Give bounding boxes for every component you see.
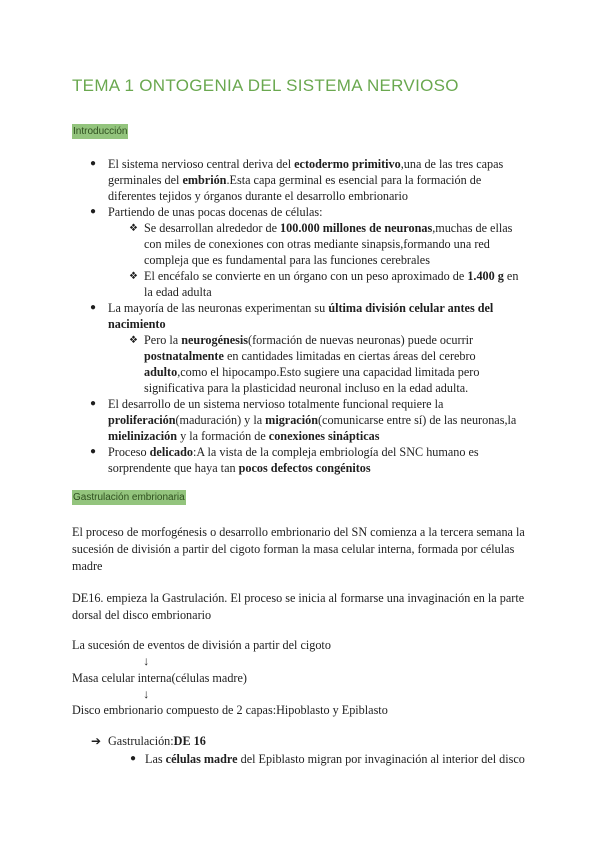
sub-bullet-diamond-icon: ❖	[129, 335, 138, 346]
sub-bullet-2: El encéfalo se convierte en un órgano con un peso aproximado de 1.400 g en la edad adulta	[144, 269, 519, 299]
right-arrow-icon: ➔	[91, 734, 102, 748]
bullet-4: El desarrollo de un sistema nervioso totalmente funcional requiere la proliferación(maduración) y la migración(comunicarse entre sí) de las neuronas,la mielinización y la formación de conexiones sinápticas	[108, 397, 517, 443]
gastrulation-item: Gastrulación:DE 16	[108, 734, 206, 748]
bullet-dot: ●	[90, 398, 97, 409]
sub-bullet-1: Se desarrollan alrededor de 100.000 millones de neuronas,muchas de ellas con miles de conexiones con otras mediante sinapsis,formando una red compleja que es fundamental para las funciones cerebrales	[144, 221, 513, 267]
paragraph-morphogenesis-line-3: madre	[72, 559, 103, 573]
paragraph-morphogenesis-line-2: sucesión de división a partir del cigoto forman la masa celular interna, formada por células	[72, 542, 515, 556]
sub-bullet-diamond-icon: ❖	[129, 223, 138, 234]
bullet-dot: ●	[90, 302, 97, 313]
bullet-5: Proceso delicado:A la vista de la compleja embriología del SNC humano es sorprendente que haya tan pocos defectos congénitos	[108, 445, 479, 475]
gastrulation-sub-item: Las células madre del Epiblasto migran por invaginación al interior del disco	[145, 752, 525, 766]
paragraph-de16-line-2: dorsal del disco embrionario	[72, 608, 212, 622]
paragraph-morphogenesis-line-1: El proceso de morfogénesis o desarrollo embrionario del SN comienza a la tercera semana la	[72, 525, 525, 539]
bullet-1: El sistema nervioso central deriva del ectodermo primitivo,una de las tres capas germinales del embrión.Esta capa germinal es esencial para la formación de diferentes tejidos y órganos durante el desarrollo embrionario	[108, 157, 504, 203]
bullet-dot: ●	[90, 158, 97, 169]
sequence-step-2: Masa celular interna(células madre)	[72, 671, 247, 685]
sequence-step-1: La sucesión de eventos de división a partir del cigoto	[72, 638, 331, 652]
bullet-dot: ●	[90, 206, 97, 217]
bullet-dot: ●	[130, 753, 137, 764]
bullet-3: La mayoría de las neuronas experimentan su última división celular antes del nacimiento	[108, 301, 494, 331]
paragraph-de16-line-1: DE16. empieza la Gastrulación. El proceso se inicia al formarse una invaginación en la parte	[72, 591, 525, 605]
sequence-step-3: Disco embrionario compuesto de 2 capas:Hipoblasto y Epiblasto	[72, 703, 388, 717]
down-arrow-icon: ↓	[143, 687, 150, 701]
section-label-intro: Introducción	[73, 126, 128, 137]
sub-bullet-3: Pero la neurogénesis(formación de nuevas neuronas) puede ocurrir postnatalmente en cantidades limitadas en ciertas áreas del cerebro adulto,como el hipocampo.Esto sugiere una capacidad limitada pero significativa para la plasticidad neuronal incluso en la edad adulta.	[144, 333, 480, 395]
page-title: TEMA 1 ONTOGENIA DEL SISTEMA NERVIOSO	[72, 76, 459, 95]
down-arrow-icon: ↓	[143, 654, 150, 668]
bullet-2: Partiendo de unas pocas docenas de células:	[108, 205, 323, 219]
sub-bullet-diamond-icon: ❖	[129, 271, 138, 282]
section-label-gastrulation: Gastrulación embrionaria	[73, 492, 185, 503]
bullet-dot: ●	[90, 446, 97, 457]
